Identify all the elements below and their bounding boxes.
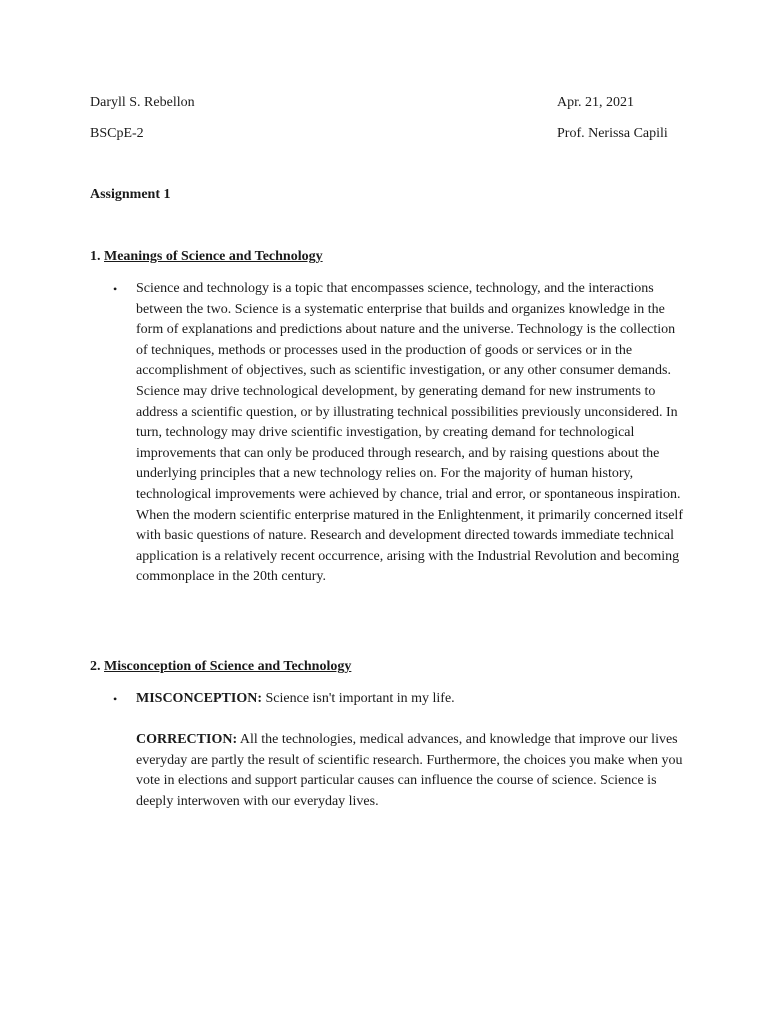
- assignment-title: Assignment 1: [90, 187, 171, 202]
- paragraph-gap: [113, 710, 683, 731]
- section-1-paragraph: Science and technology is a topic that encompasses science, technology, and the interactions between the two. Science is a systematic enterprise that builds and organizes knowledge in the form of explanations and predictions about nature and the universe. Technology is the collection of techniques, methods or processes used in the production of goods or services or in the accomplishment of objectives, such as scientific investigation, or any other consumer demands. Science may drive technological development, by generating demand for new instruments to address a scientific question, or by illustrating technical possibilities previously unconsidered. In turn, technology may drive scientific investigation, by creating demand for technological improvements that can only be produced through research, and by raising questions about the underlying principles that a new technology relies on. For the majority of human history, technological improvements were achieved by chance, trial and error, or spontaneous inspiration. When the modern scientific enterprise matured in the Enlightenment, it primarily concerned itself with basic questions of nature. Research and development directed towards immediate technical application is a relatively recent occurrence, arising with the Industrial Revolution and becoming commonplace in the 20th century.: [136, 281, 683, 585]
- author-name: Daryll S. Rebellon: [90, 95, 195, 110]
- section-2-heading: [90, 658, 351, 676]
- section-1-title: Meanings of Science and Technology: [104, 249, 323, 264]
- section-2-number: 2.: [90, 659, 101, 674]
- professor-name: Prof. Nerissa Capili: [557, 126, 668, 141]
- header-row-1: [90, 94, 675, 112]
- bullet-icon: •: [113, 282, 118, 296]
- misconception-label: MISCONCEPTION:: [136, 691, 263, 706]
- section-1-number: 1.: [90, 249, 101, 264]
- misconception-text: Science isn't important in my life.: [265, 691, 455, 706]
- correction-paragraph: [136, 730, 683, 812]
- correction-text: All the technologies, medical advances, and knowledge that improve our lives everyday are partly the result of scientific research. Furthermore, the choices you make when you vote in elections and support particular causes can influence the course of science. Science is deeply interwoven with our everyday lives.: [136, 732, 683, 809]
- section-1-heading: [90, 248, 323, 266]
- section-1-bullet: [113, 279, 683, 588]
- misconception-paragraph: [136, 689, 683, 710]
- section-2-title: Misconception of Science and Technology: [104, 659, 352, 674]
- course-section: BSCpE-2: [90, 126, 144, 141]
- bullet-icon: •: [113, 692, 118, 706]
- section-2-bullet: [113, 689, 683, 813]
- header-row-2: [90, 125, 675, 143]
- assignment-date: Apr. 21, 2021: [557, 95, 634, 110]
- correction-label: CORRECTION:: [136, 732, 238, 748]
